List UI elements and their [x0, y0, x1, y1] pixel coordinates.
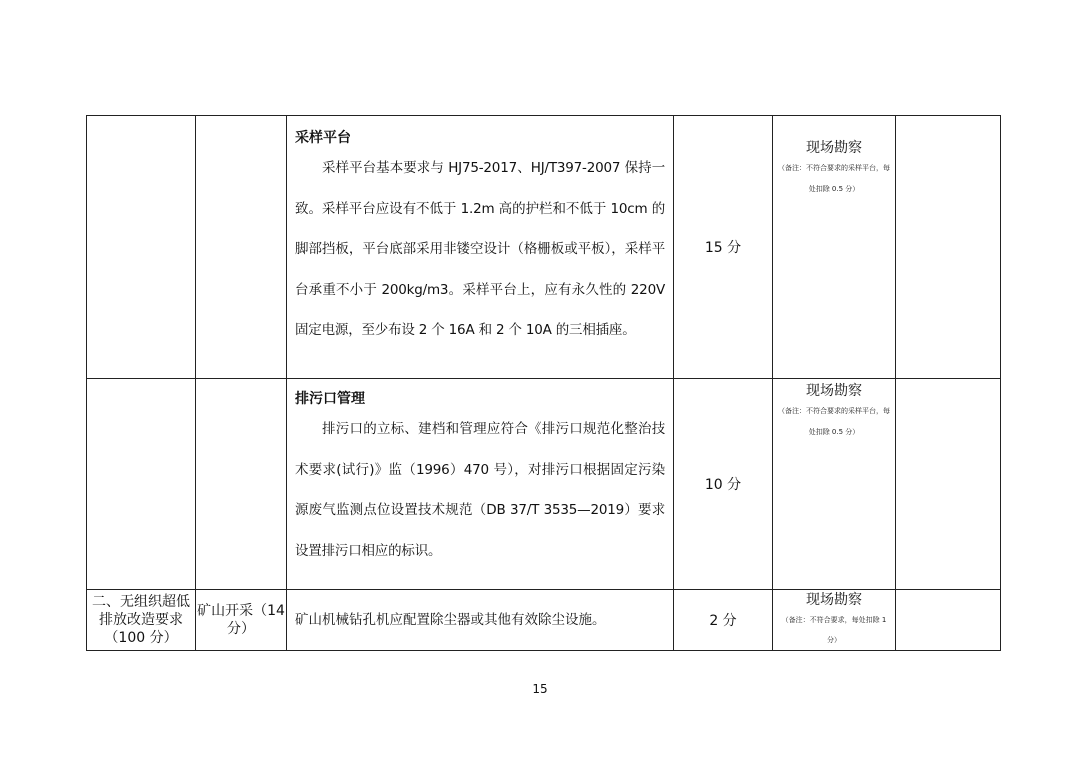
- item-body: 排污口的立标、建档和管理应符合《排污口规范化整治技术要求(试行)》监（1996）470 号），对排污口根据固定污染源废气监测点位设置技术规范（DB 37/T 3535—2019）要求设置排污口相应的标识。: [295, 421, 665, 559]
- method-note: （备注：不符合要求，每处扣除 1 分）: [781, 616, 887, 644]
- item-title: 排污口管理: [295, 391, 365, 407]
- table-row: [87, 590, 1001, 651]
- score-cell: 15 分: [674, 116, 773, 379]
- scoring-table: [86, 115, 1001, 651]
- item-title: 采样平台: [295, 130, 351, 146]
- content-cell: [287, 379, 674, 590]
- blank-cell: [896, 379, 1001, 590]
- method-label: 现场勘察: [806, 592, 862, 608]
- blank-cell: [896, 590, 1001, 651]
- method-cell: [773, 379, 896, 590]
- content-cell: [287, 590, 674, 651]
- method-note: （备注：不符合要求的采样平台，每处扣除 0.5 分）: [778, 407, 890, 436]
- item-body: 矿山机械钻孔机应配置除尘器或其他有效除尘设施。: [295, 612, 606, 628]
- method-cell: [773, 116, 896, 379]
- score-cell: 10 分: [674, 379, 773, 590]
- category-cell: [87, 379, 196, 590]
- page-number: 15: [532, 682, 548, 696]
- content-cell: [287, 116, 674, 379]
- subcategory-cell: [196, 116, 287, 379]
- category-cell: 二、无组织超低排放改造要求（100 分）: [87, 590, 196, 651]
- method-cell: [773, 590, 896, 651]
- method-label: 现场勘察: [806, 383, 862, 399]
- method-label: 现场勘察: [806, 140, 862, 156]
- blank-cell: [896, 116, 1001, 379]
- subcategory-cell: [196, 379, 287, 590]
- table-row: [87, 116, 1001, 379]
- item-body: 采样平台基本要求与 HJ75-2017、HJ/T397-2007 保持一致。采样平台应设有不低于 1.2m 高的护栏和不低于 10cm 的脚部挡板，平台底部采用非镂空设计（格栅板或平板），采样平台承重不小于 200kg/m3。采样平台上，应有永久性的 220V 固定电源，至少布设 2 个 16A 和 2 个 10A 的三相插座。: [295, 160, 665, 338]
- method-note: （备注：不符合要求的采样平台，每处扣除 0.5 分）: [778, 164, 890, 193]
- subcategory-cell: 矿山开采（14 分）: [196, 590, 287, 651]
- table-row: [87, 379, 1001, 590]
- category-cell: [87, 116, 196, 379]
- score-cell: 2 分: [674, 590, 773, 651]
